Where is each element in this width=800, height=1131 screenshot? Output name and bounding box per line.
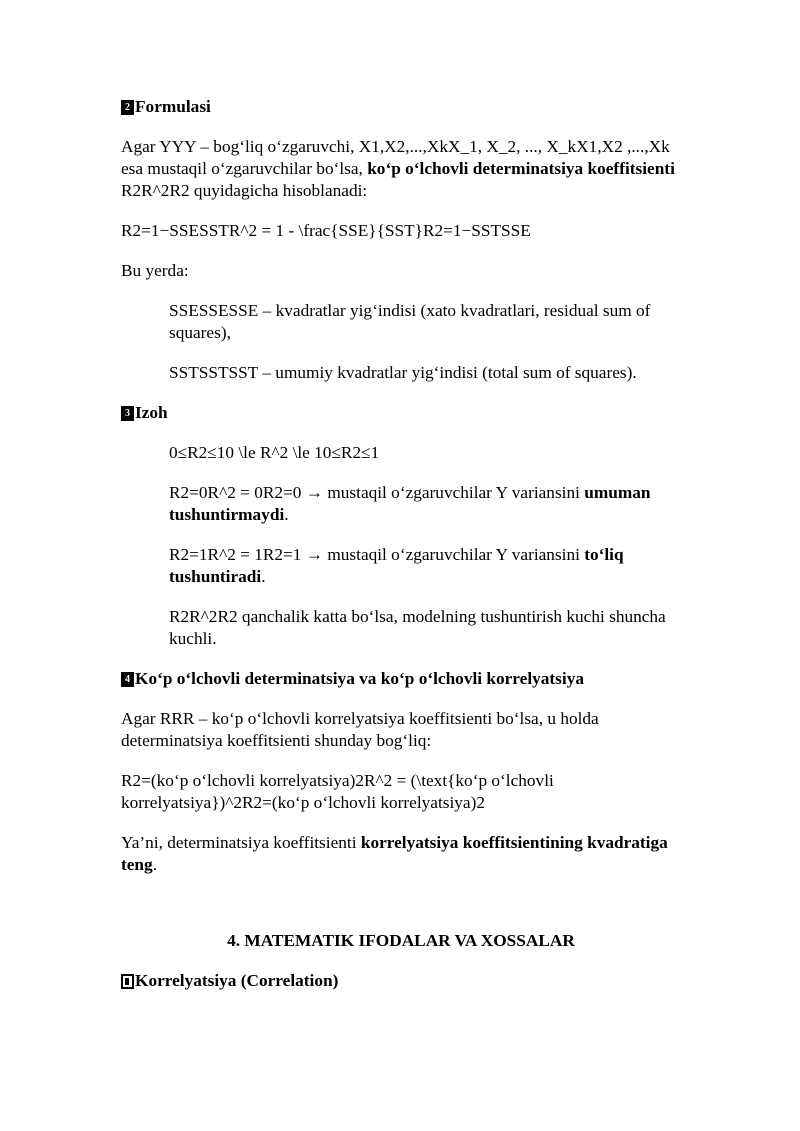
paragraph-multiple-correlation: Agar RRR – ko‘p o‘lchovli korrelyatsiya koeffitsienti bo‘lsa, u holda determinatsiya koeffitsienti shunday bog‘liq: (121, 709, 599, 750)
section-heading-formulasi: 2 Formulasi (121, 96, 681, 118)
checkbox-square-icon (121, 974, 134, 989)
formula-r2: R2=1−SSESSTR^2 = 1 - \frac{SSE}{SST}R2=1−SSTSSE (121, 221, 531, 240)
izoh-r2-one: R2=1R^2 = 1R2=1 → mustaqil o‘zgaruvchilar Y variansini to‘liq tushuntiradi. (169, 545, 624, 586)
numbered-box-icon: 2 (121, 100, 134, 115)
chapter-heading: 4. MATEMATIK IFODALAR VA XOSSALAR (227, 931, 575, 950)
section-heading-correlation: Korrelyatsiya (Correlation) (121, 970, 681, 992)
document-page (121, 96, 681, 992)
paragraph-conclusion: Ya’ni, determinatsiya koeffitsienti korrelyatsiya koeffitsientining kvadratiga teng. (121, 833, 668, 874)
section-heading-izoh: 3 Izoh (121, 402, 681, 424)
definition-sse: SSESSESSE – kvadratlar yig‘indisi (xato kvadratlari, residual sum of squares), (169, 301, 651, 342)
izoh-r2-zero: R2=0R^2 = 0R2=0 → mustaqil o‘zgaruvchilar Y variansini umuman tushuntirmaydi. (169, 483, 651, 524)
bu-yerda-label: Bu yerda: (121, 261, 189, 280)
numbered-box-icon: 3 (121, 406, 134, 421)
numbered-box-icon: 4 (121, 672, 134, 687)
definition-sst: SSTSSTSST – umumiy kvadratlar yig‘indisi (total sum of squares). (169, 363, 637, 382)
izoh-range: 0≤R2≤10 \le R^2 \le 10≤R2≤1 (169, 443, 380, 462)
izoh-strength: R2R^2R2 qanchalik katta bo‘lsa, modelning tushuntirish kuchi shuncha kuchli. (169, 607, 666, 648)
formula-r2-correlation: R2=(ko‘p o‘lchovli korrelyatsiya)2R^2 = (\text{ko‘p o‘lchovli korrelyatsiya})^2R2=(ko‘p o‘lchovli korrelyatsiya)2 (121, 771, 554, 812)
section-heading-korrelyatsiya: 4 Ko‘p o‘lchovli determinatsiya va ko‘p o‘lchovli korrelyatsiya (121, 668, 681, 690)
paragraph-definition: Agar YYY – bog‘liq o‘zgaruvchi, X1,X2,...,XkX_1, X_2, ..., X_kX1,X2 ,...,Xk esa mustaqil o‘zgaruvchilar bo‘lsa, ko‘p o‘lchovli determinatsiya koeffitsienti R2R^2R2 quyidagicha hisoblanadi: (121, 137, 675, 200)
